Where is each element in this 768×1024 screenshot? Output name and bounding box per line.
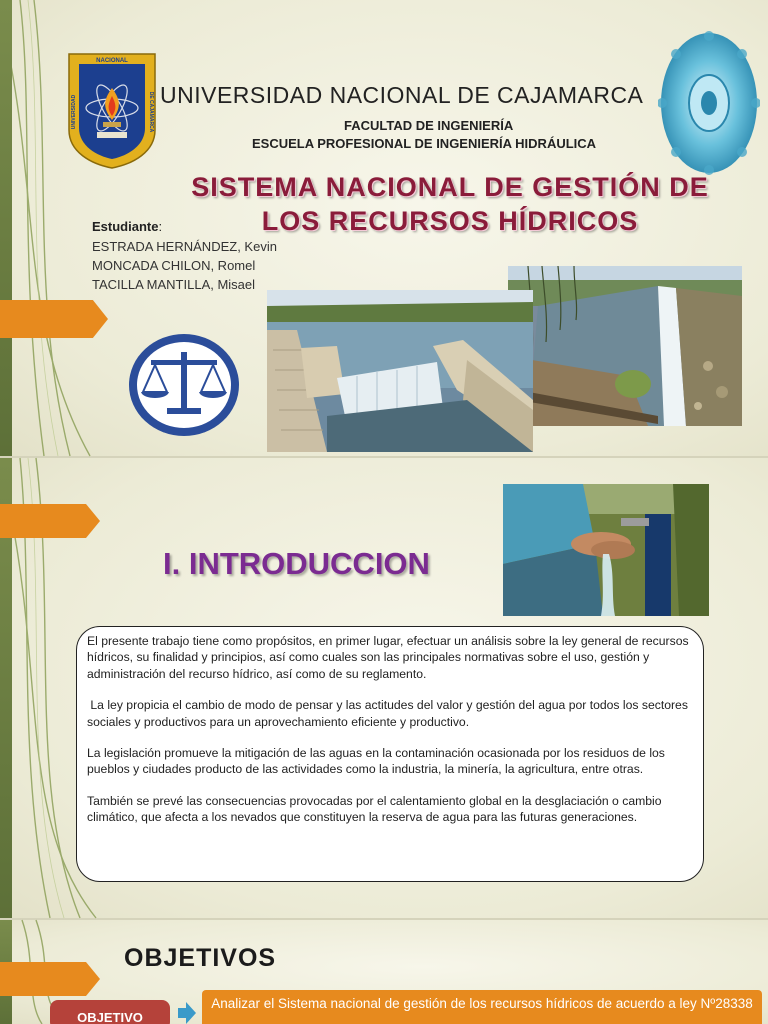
seal-text-right: DE CAJAMARCA xyxy=(148,91,154,133)
weir-dam-photo xyxy=(267,290,533,452)
objective-arrow-icon xyxy=(178,1002,196,1024)
university-name: UNIVERSIDAD NACIONAL DE CAJAMARCA xyxy=(160,82,644,108)
hands-water-tap-photo xyxy=(503,484,709,616)
introduction-heading: I. INTRODUCCION xyxy=(163,546,430,581)
objective-tag: OBJETIVO xyxy=(50,1000,170,1024)
seal-text-left: UNIVERSIDAD xyxy=(71,94,77,130)
main-title-line-1: SISTEMA NACIONAL DE GESTIÓN DE xyxy=(191,172,709,202)
orange-arrow-tab xyxy=(0,962,100,996)
orange-arrow-tab xyxy=(0,300,108,338)
introduction-text-box xyxy=(76,626,704,882)
faculty-name: FACULTAD DE INGENIERÍA xyxy=(344,118,514,133)
seal-text-top: NACIONAL xyxy=(96,58,128,64)
school-name: ESCUELA PROFESIONAL DE INGENIERÍA HIDRÁULICA xyxy=(252,136,597,151)
student-label xyxy=(92,219,162,234)
justice-scales-icon xyxy=(127,332,241,438)
student-name: TACILLA MANTILLA, Misael xyxy=(92,277,256,292)
student-label-text: Estudiante xyxy=(92,219,159,234)
left-accent-strip xyxy=(0,0,12,456)
faculty-gear-emblem-icon xyxy=(658,28,760,178)
student-name: MONCADA CHILON, Romel xyxy=(92,258,256,273)
orange-arrow-tab xyxy=(0,504,100,538)
student-label-colon: : xyxy=(158,219,163,234)
objectives-heading: OBJETIVOS xyxy=(124,944,277,972)
introduction-paragraph: También se prevé las consecuencias provocadas por el calentamiento global en la desglaciación o cambio climático, que afecta a los nevados que constituyen la reserva de agua para las futuras generaciones. xyxy=(87,793,662,825)
university-seal-icon xyxy=(67,52,157,170)
introduction-paragraph: El presente trabajo tiene como propósitos, en primer lugar, efectuar un análisis sobre la ley general de recursos hídricos, su finalidad y principios, así como cuales son las principales normativas sobre el uso, gestión y administración del recurso hídrico, así como de su reglamento. xyxy=(87,634,689,681)
objective-text-box: Analizar el Sistema nacional de gestión de los recursos hídricos de acuerdo a ley Nº28338 xyxy=(202,990,762,1024)
main-title-line-2: LOS RECURSOS HÍDRICOS xyxy=(261,206,639,236)
introduction-paragraph: La ley propicia el cambio de modo de pensar y las actitudes del valor y gestión del agua por todos los sectores sociales y productivos para un aprovechamiento eficiente y productivo. xyxy=(87,698,692,729)
student-name: ESTRADA HERNÁNDEZ, Kevin xyxy=(92,239,277,254)
irrigation-canal-photo xyxy=(508,266,742,426)
introduction-paragraph: La legislación promueve la mitigación de las aguas en la contaminación ocasionada por los residuos de los pueblos y ciudades producto de las actividades como la industria, la minería, la agricultura, entre otras. xyxy=(87,746,665,777)
